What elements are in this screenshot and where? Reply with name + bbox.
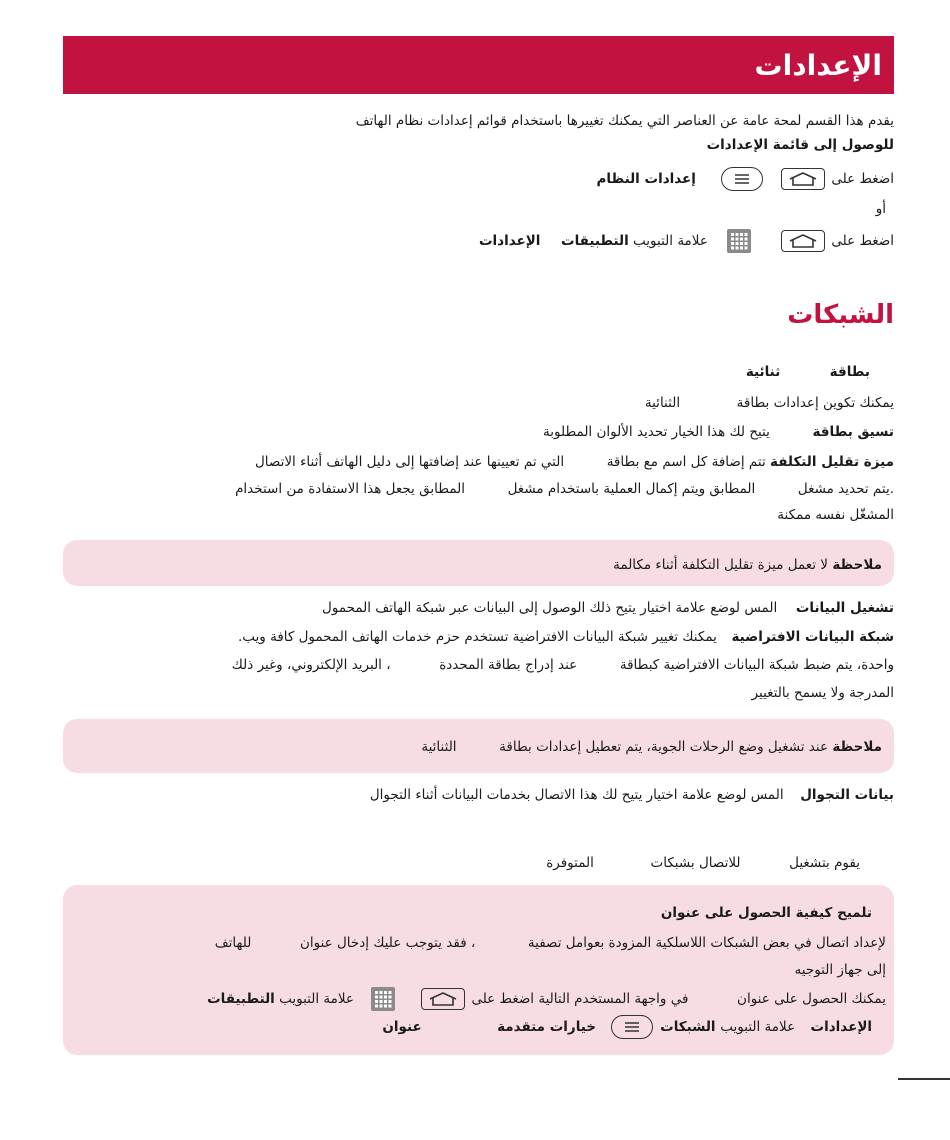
access-heading: للوصول إلى قائمة الإعدادات xyxy=(706,137,894,153)
dual-card-heading xyxy=(746,362,870,382)
color-text: يتيح لك هذا الخيار تحديد الألوان المطلوبة xyxy=(543,424,770,440)
connect-c: المتوفرة xyxy=(546,855,594,871)
cost-line-1 xyxy=(255,452,894,472)
default-line-1 xyxy=(238,627,894,647)
note-2-b: الثنائية xyxy=(421,739,457,755)
default-a: يمكنك تغيير شبكة البيانات الافتراضية xyxy=(512,629,717,645)
tip-line-4 xyxy=(382,1015,872,1039)
cost-line-3: المشغّل نفسه ممكنة xyxy=(777,507,894,523)
tip-title: كيفية الحصول على عنوان xyxy=(660,905,833,921)
default-b: تستخدم حزم خدمات الهاتف المحمول كافة xyxy=(270,629,509,645)
roaming-text: المس لوضع علامة اختيار xyxy=(646,787,784,803)
tip4-b: علامة التبويب xyxy=(720,1019,796,1035)
cost-line-2 xyxy=(235,479,894,499)
press-text: اضغط على xyxy=(831,171,894,187)
tip1-b: ، فقد يتوجب عليك إدخال عنوان xyxy=(299,935,476,951)
cost-c: أثناء الاتصال xyxy=(254,454,323,470)
tip-line-1 xyxy=(215,933,886,953)
tip-label: تلميح xyxy=(837,905,872,921)
default-c: ويب. xyxy=(237,629,266,645)
note-2 xyxy=(421,737,882,757)
or-text: أو xyxy=(875,201,886,217)
dual-desc-b: الثنائية xyxy=(644,395,681,411)
note-1-text: لا تعمل ميزة تقليل التكلفة أثناء مكالمة xyxy=(613,557,829,573)
tip4-a: الإعدادات xyxy=(810,1019,872,1035)
connect-line xyxy=(546,853,860,873)
data-line xyxy=(322,598,894,618)
cost2-b: المطابق ويتم إكمال العملية باستخدام مشغل xyxy=(507,481,756,497)
default-line-2 xyxy=(232,655,894,675)
note-1-label: ملاحظة xyxy=(832,557,882,573)
dual-desc-a: يمكنك تكوين إعدادات بطاقة xyxy=(736,395,894,411)
menu-icon xyxy=(611,1015,653,1039)
tip1-a: لإعداد اتصال في بعض الشبكات اللاسلكية المزودة بعوامل تصفية xyxy=(527,935,886,951)
connect-b: للاتصال بشبكات xyxy=(650,855,741,871)
apps-grid-icon xyxy=(727,229,751,253)
data-label: تشغيل البيانات xyxy=(795,600,894,616)
tip3-b: في واجهة المستخدم التالية xyxy=(538,991,689,1007)
access-line-1 xyxy=(596,167,894,191)
system-settings-label: إعدادات النظام xyxy=(596,171,696,187)
apps-grid-icon xyxy=(371,987,395,1011)
home-icon xyxy=(421,988,465,1010)
cost-label: ميزة تقليل التكلفة xyxy=(770,454,894,470)
color-line xyxy=(543,422,894,442)
note-1 xyxy=(613,555,882,575)
dual-card-label: بطاقة xyxy=(829,364,870,380)
tip4-d: خيارات متقدمة xyxy=(497,1019,597,1035)
data-text-2: يتيح ذلك الوصول إلى البيانات عبر شبكة الهاتف المحمول xyxy=(322,600,636,616)
apps-tab-bold: التطبيقات xyxy=(561,233,629,249)
tip4-c: الشبكات xyxy=(660,1019,716,1035)
page-header xyxy=(63,36,894,94)
apps-tab-text: علامة التبويب xyxy=(633,233,708,249)
default-label: شبكة البيانات الافتراضية xyxy=(731,629,894,645)
menu-icon xyxy=(721,167,763,191)
networks-title: الشبكات xyxy=(787,300,894,330)
roaming-label: بيانات التجوال xyxy=(800,787,894,803)
roaming-line xyxy=(370,785,894,805)
tip1-c: للهاتف xyxy=(214,935,252,951)
tip-heading xyxy=(661,903,872,923)
cost2-c: المطابق xyxy=(419,481,465,497)
tip3-a: يمكنك الحصول على عنوان xyxy=(737,991,886,1007)
home-icon xyxy=(781,230,825,252)
default2-b: المحددة xyxy=(439,657,484,673)
tip3-c: اضغط على xyxy=(471,991,535,1007)
default-line-3: المدرجة ولا يسمح بالتغيير xyxy=(751,685,894,701)
default2-d: واحدة، يتم ضبط شبكة البيانات الافتراضية كبطاقة xyxy=(619,657,894,673)
footer-rule xyxy=(898,1078,950,1080)
cost-b: التي تم تعيينها عند إضافتها إلى دليل الهاتف xyxy=(326,454,565,470)
cost2-a: .يتم تحديد مشغل xyxy=(797,481,894,497)
cost2-d: يجعل هذا الاستفادة من استخدام xyxy=(235,481,415,497)
data-text: المس لوضع علامة اختيار xyxy=(640,600,778,616)
note-2-a: عند تشغيل وضع الرحلات الجوية، يتم تعطيل إعدادات بطاقة xyxy=(499,739,829,755)
tip3-e: التطبيقات xyxy=(207,991,275,1007)
default2-a: ، البريد الإلكتروني، وغير ذلك xyxy=(231,657,391,673)
dual-card-desc xyxy=(645,393,894,413)
home-icon xyxy=(781,168,825,190)
dual-label: ثنائية xyxy=(745,364,781,380)
access-line-2 xyxy=(479,229,894,253)
roaming-text-2: يتيح لك هذا الاتصال بخدمات البيانات أثناء التجوال xyxy=(369,787,643,803)
tip4-e: عنوان xyxy=(382,1019,422,1035)
press-text-2: اضغط على xyxy=(831,233,894,249)
tip3-d: علامة التبويب xyxy=(279,991,354,1007)
note-2-label: ملاحظة xyxy=(832,739,882,755)
default2-c: عند إدراج بطاقة xyxy=(488,657,578,673)
intro-desc: يقدم هذا القسم لمحة عامة عن العناصر التي يمكنك تغييرها باستخدام قوائم إعدادات نظام الهاتف xyxy=(355,113,894,129)
connect-a: يقوم بتشغيل xyxy=(789,855,860,871)
settings-bold: الإعدادات xyxy=(478,233,541,249)
tip-line-2: إلى جهاز التوجيه xyxy=(794,962,886,978)
page-title: الإعدادات xyxy=(754,48,882,82)
tip-line-3 xyxy=(207,987,886,1011)
cost-a: تتم إضافة كل اسم مع بطاقة xyxy=(606,454,766,470)
color-label: تسيق بطاقة xyxy=(812,424,894,440)
